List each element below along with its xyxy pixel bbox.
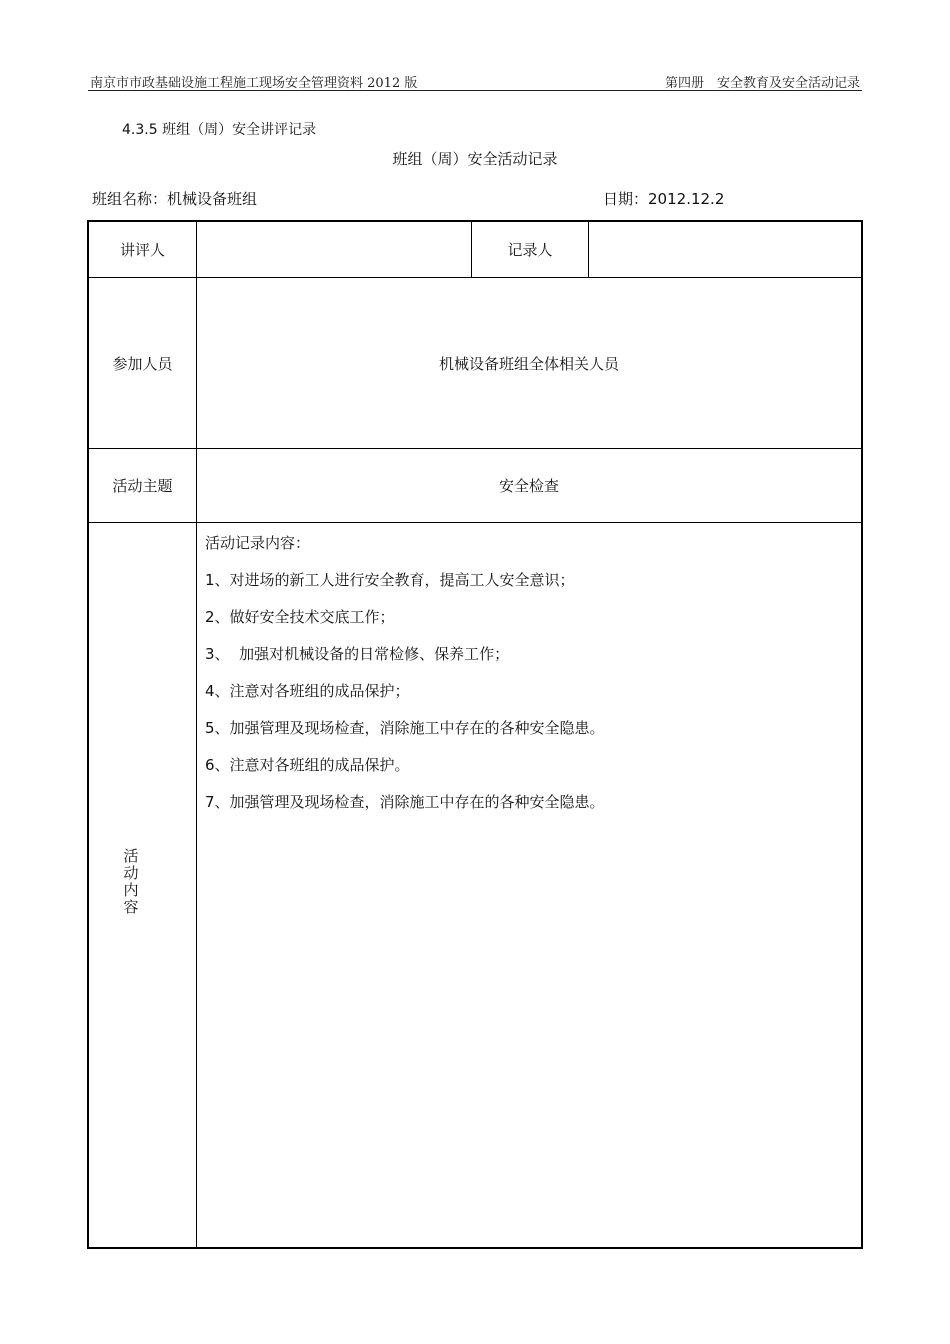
theme-label: 活动主题 bbox=[112, 477, 173, 495]
team-name-value: 机械设备班组 bbox=[167, 190, 258, 208]
table-border-right bbox=[861, 220, 863, 1249]
record-item: 7、加强管理及现场检查，消除施工中存在的各种安全隐患。 bbox=[205, 793, 605, 811]
date-line bbox=[603, 188, 724, 209]
activity-content-label-char: 内 bbox=[123, 881, 139, 899]
participants-label: 参加人员 bbox=[112, 354, 173, 373]
section-number: 4.3.5 班组（周）安全讲评记录 bbox=[122, 122, 317, 138]
activity-content-label bbox=[116, 848, 146, 916]
activity-content-label-char: 动 bbox=[123, 864, 139, 882]
record-content-title: 活动记录内容： bbox=[205, 534, 311, 552]
record-item: 5、加强管理及现场检查，消除施工中存在的各种安全隐患。 bbox=[205, 719, 605, 737]
table-divider bbox=[87, 522, 863, 523]
theme-value: 安全检查 bbox=[498, 477, 559, 495]
reviewer-label: 讲评人 bbox=[119, 241, 165, 259]
record-item: 2、做好安全技术交底工作； bbox=[205, 608, 395, 626]
document-title: 班组（周）安全活动记录 bbox=[392, 150, 558, 168]
recorder-label: 记录人 bbox=[507, 241, 553, 259]
activity-content-label-char: 容 bbox=[123, 898, 139, 916]
header-left-text: 南京市市政基础设施工程施工现场安全管理资料 2012 版 bbox=[90, 76, 418, 91]
record-item: 3、 加强对机械设备的日常检修、保养工作； bbox=[205, 645, 510, 663]
reviewer-value bbox=[197, 222, 471, 277]
date-label: 日期： bbox=[603, 190, 649, 208]
record-item: 4、注意对各班组的成品保护； bbox=[205, 682, 410, 700]
activity-content-label-char: 活 bbox=[123, 847, 139, 865]
date-value: 2012.12.2 bbox=[648, 190, 725, 208]
team-name-line bbox=[92, 188, 257, 209]
team-name-label: 班组名称： bbox=[92, 190, 168, 208]
record-item: 6、注意对各班组的成品保护。 bbox=[205, 756, 410, 774]
page-header bbox=[88, 70, 862, 91]
recorder-value bbox=[589, 222, 861, 277]
participants-value: 机械设备班组全体相关人员 bbox=[438, 354, 619, 373]
header-right-text: 第四册 安全教育及安全活动记录 bbox=[664, 76, 860, 91]
table-border-bottom bbox=[87, 1247, 863, 1249]
record-item: 1、对进场的新工人进行安全教育，提高工人安全意识； bbox=[205, 571, 575, 589]
activity-record-content bbox=[205, 534, 845, 830]
